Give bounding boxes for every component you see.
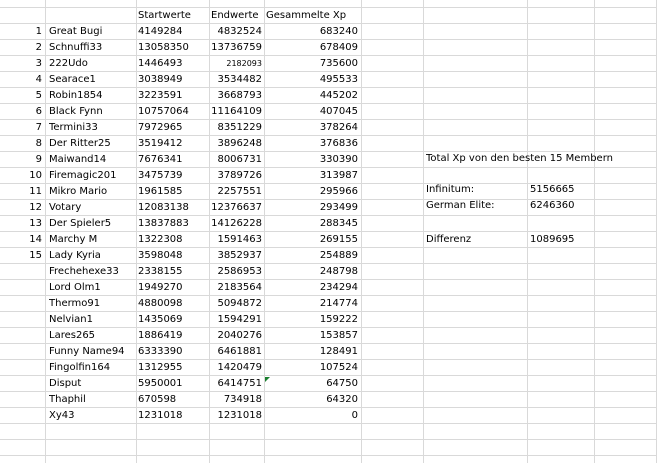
endwert-cell[interactable]: 2586953: [217, 266, 262, 277]
xp-cell[interactable]: 313987: [319, 170, 358, 181]
startwert-cell[interactable]: 6333390: [138, 346, 183, 357]
xp-cell[interactable]: 407045: [319, 106, 358, 117]
error-indicator-icon[interactable]: [265, 377, 270, 382]
rank-cell[interactable]: 4: [35, 74, 42, 85]
player-name-cell[interactable]: Lady Kyria: [49, 250, 101, 261]
rank-cell[interactable]: 12: [29, 202, 42, 213]
player-name-cell[interactable]: Thermo91: [49, 298, 101, 309]
startwert-cell[interactable]: 4880098: [138, 298, 183, 309]
rank-cell[interactable]: 8: [35, 138, 42, 149]
rank-cell[interactable]: 10: [29, 170, 42, 181]
infinitum-value[interactable]: 5156665: [530, 184, 575, 195]
xp-cell[interactable]: 330390: [319, 154, 358, 165]
startwert-cell[interactable]: 3223591: [138, 90, 183, 101]
endwert-cell[interactable]: 3852937: [217, 250, 262, 261]
endwert-cell[interactable]: 11164109: [211, 106, 262, 117]
xp-cell[interactable]: 64750: [326, 378, 358, 389]
header-endwerte[interactable]: Endwerte: [211, 10, 259, 21]
xp-cell[interactable]: 248798: [319, 266, 358, 277]
player-name-cell[interactable]: Lares265: [49, 330, 96, 341]
column-gridline: [361, 0, 362, 463]
xp-cell[interactable]: 254889: [319, 250, 358, 261]
player-name-cell[interactable]: Mikro Mario: [49, 186, 108, 197]
rank-cell[interactable]: [0, 376, 42, 392]
rank-cell[interactable]: [0, 312, 42, 328]
xp-cell[interactable]: 735600: [319, 58, 358, 69]
player-name-cell[interactable]: Black Fynn: [49, 106, 103, 117]
xp-cell[interactable]: 445202: [319, 90, 358, 101]
player-name-cell[interactable]: Der Spieler5: [49, 218, 112, 229]
german-elite-label[interactable]: German Elite:: [426, 200, 495, 211]
rank-cell[interactable]: 14: [29, 234, 42, 245]
header-gesammelte-xp[interactable]: Gesammelte Xp: [266, 10, 347, 21]
column-gridline: [423, 0, 424, 463]
row-gridline: [0, 455, 657, 456]
xp-cell[interactable]: 159222: [319, 314, 358, 325]
endwert-cell[interactable]: 3534482: [217, 74, 262, 85]
startwert-cell[interactable]: 3038949: [138, 74, 183, 85]
xp-cell[interactable]: 234294: [319, 282, 358, 293]
endwert-cell[interactable]: 1594291: [217, 314, 262, 325]
rank-cell[interactable]: 11: [29, 186, 42, 197]
startwert-cell[interactable]: 1961585: [138, 186, 183, 197]
startwert-cell[interactable]: 7676341: [138, 154, 183, 165]
endwert-cell[interactable]: 12376637: [211, 202, 262, 213]
startwert-cell[interactable]: 2338155: [138, 266, 183, 277]
player-name-cell[interactable]: Der Ritter25: [49, 138, 111, 149]
player-name-cell[interactable]: Xy43: [49, 410, 75, 421]
endwert-cell[interactable]: 13736759: [211, 42, 262, 53]
endwert-cell[interactable]: 2182093: [226, 59, 262, 68]
startwert-cell[interactable]: 1446493: [138, 58, 183, 69]
player-name-cell[interactable]: Firemagic201: [49, 170, 117, 181]
startwert-cell[interactable]: 13837883: [138, 218, 189, 229]
differenz-value[interactable]: 1089695: [530, 234, 575, 245]
startwert-cell[interactable]: 13058350: [138, 42, 189, 53]
xp-cell[interactable]: 293499: [319, 202, 358, 213]
player-name-cell[interactable]: 222Udo: [49, 58, 88, 69]
startwert-cell[interactable]: 4149284: [138, 26, 183, 37]
endwert-cell[interactable]: 8006731: [217, 154, 262, 165]
player-name-cell[interactable]: Nelvian1: [49, 314, 93, 325]
endwert-cell[interactable]: 6414751: [217, 378, 262, 389]
endwert-cell[interactable]: 1591463: [217, 234, 262, 245]
differenz-label[interactable]: Differenz: [426, 234, 472, 245]
startwert-cell[interactable]: 1312955: [138, 362, 183, 373]
xp-cell[interactable]: 683240: [319, 26, 358, 37]
rank-cell[interactable]: [0, 392, 42, 408]
xp-cell[interactable]: 378264: [319, 122, 358, 133]
header-startwerte[interactable]: Startwerte: [138, 10, 191, 21]
xp-cell[interactable]: 128491: [319, 346, 358, 357]
rank-cell[interactable]: [0, 408, 42, 424]
rank-cell[interactable]: 6: [35, 106, 42, 117]
rank-cell[interactable]: [0, 360, 42, 376]
endwert-cell[interactable]: 5094872: [217, 298, 262, 309]
endwert-cell[interactable]: 4832524: [217, 26, 262, 37]
rank-cell[interactable]: [0, 264, 42, 280]
player-name-cell[interactable]: Great Bugi: [49, 26, 103, 37]
endwert-cell[interactable]: 2183564: [217, 282, 262, 293]
player-name-cell[interactable]: Termini33: [49, 122, 98, 133]
startwert-cell[interactable]: 3475739: [138, 170, 183, 181]
rank-cell[interactable]: 2: [35, 42, 42, 53]
rank-cell[interactable]: [0, 328, 42, 344]
row-gridline: [0, 439, 657, 440]
endwert-cell[interactable]: 3668793: [217, 90, 262, 101]
endwert-cell[interactable]: 3789726: [217, 170, 262, 181]
player-name-cell[interactable]: Lord Olm1: [49, 282, 101, 293]
xp-cell[interactable]: 288345: [319, 218, 358, 229]
xp-cell[interactable]: 0: [351, 410, 358, 421]
player-name-cell[interactable]: Searace1: [49, 74, 96, 85]
endwert-cell[interactable]: 1231018: [217, 410, 262, 421]
player-name-cell[interactable]: Robin1854: [49, 90, 103, 101]
xp-cell[interactable]: 107524: [319, 362, 358, 373]
startwert-cell[interactable]: 10757064: [138, 106, 189, 117]
rank-cell[interactable]: [0, 280, 42, 296]
player-name-cell[interactable]: Votary: [49, 202, 82, 213]
summary-title[interactable]: Total Xp von den besten 15 Membern: [426, 153, 613, 164]
xp-cell[interactable]: 153857: [319, 330, 358, 341]
xp-cell[interactable]: 678409: [319, 42, 358, 53]
xp-cell[interactable]: 64320: [326, 394, 358, 405]
startwert-cell[interactable]: 670598: [138, 394, 177, 405]
xp-cell[interactable]: 376836: [319, 138, 358, 149]
rank-cell[interactable]: 13: [29, 218, 42, 229]
rank-cell[interactable]: [0, 296, 42, 312]
column-gridline: [45, 0, 46, 463]
rank-cell[interactable]: [0, 344, 42, 360]
player-name-cell[interactable]: Fingolfin164: [49, 362, 111, 373]
rank-cell[interactable]: 15: [29, 250, 42, 261]
endwert-cell[interactable]: 3896248: [217, 138, 262, 149]
column-gridline: [594, 0, 595, 463]
endwert-cell[interactable]: 734918: [223, 394, 262, 405]
xp-cell[interactable]: 269155: [319, 234, 358, 245]
startwert-cell[interactable]: 1231018: [138, 410, 183, 421]
startwert-cell[interactable]: 3519412: [138, 138, 183, 149]
endwert-cell[interactable]: 8351229: [217, 122, 262, 133]
xp-cell[interactable]: 214774: [319, 298, 358, 309]
endwert-cell[interactable]: 2257551: [217, 186, 262, 197]
startwert-cell[interactable]: 1435069: [138, 314, 183, 325]
startwert-cell[interactable]: 1322308: [138, 234, 183, 245]
player-name-cell[interactable]: Disput: [49, 378, 82, 389]
infinitum-label[interactable]: Infinitum:: [426, 184, 475, 195]
endwert-cell[interactable]: 2040276: [217, 330, 262, 341]
player-name-cell[interactable]: Schnuffi33: [49, 42, 103, 53]
player-name-cell[interactable]: Maiwand14: [49, 154, 107, 165]
startwert-cell[interactable]: 12083138: [138, 202, 189, 213]
xp-cell[interactable]: 495533: [319, 74, 358, 85]
german-elite-value[interactable]: 6246360: [530, 200, 575, 211]
endwert-cell[interactable]: 1420479: [217, 362, 262, 373]
rank-cell[interactable]: 1: [35, 26, 42, 37]
endwert-cell[interactable]: 14126228: [211, 218, 262, 229]
rank-cell[interactable]: 9: [35, 154, 42, 165]
rank-cell[interactable]: 3: [35, 58, 42, 69]
rank-cell[interactable]: 5: [35, 90, 42, 101]
startwert-cell[interactable]: 1886419: [138, 330, 183, 341]
column-gridline: [527, 0, 528, 463]
startwert-cell[interactable]: 1949270: [138, 282, 183, 293]
player-name-cell[interactable]: Thaphil: [49, 394, 86, 405]
rank-cell[interactable]: 7: [35, 122, 42, 133]
xp-cell[interactable]: 295966: [319, 186, 358, 197]
column-gridline: [136, 0, 137, 463]
player-name-cell[interactable]: Frechehexe33: [49, 266, 119, 277]
startwert-cell[interactable]: 3598048: [138, 250, 183, 261]
startwert-cell[interactable]: 5950001: [138, 378, 183, 389]
player-name-cell[interactable]: Marchy M: [49, 234, 98, 245]
startwert-cell[interactable]: 7972965: [138, 122, 183, 133]
endwert-cell[interactable]: 6461881: [217, 346, 262, 357]
player-name-cell[interactable]: Funny Name94: [49, 346, 125, 357]
